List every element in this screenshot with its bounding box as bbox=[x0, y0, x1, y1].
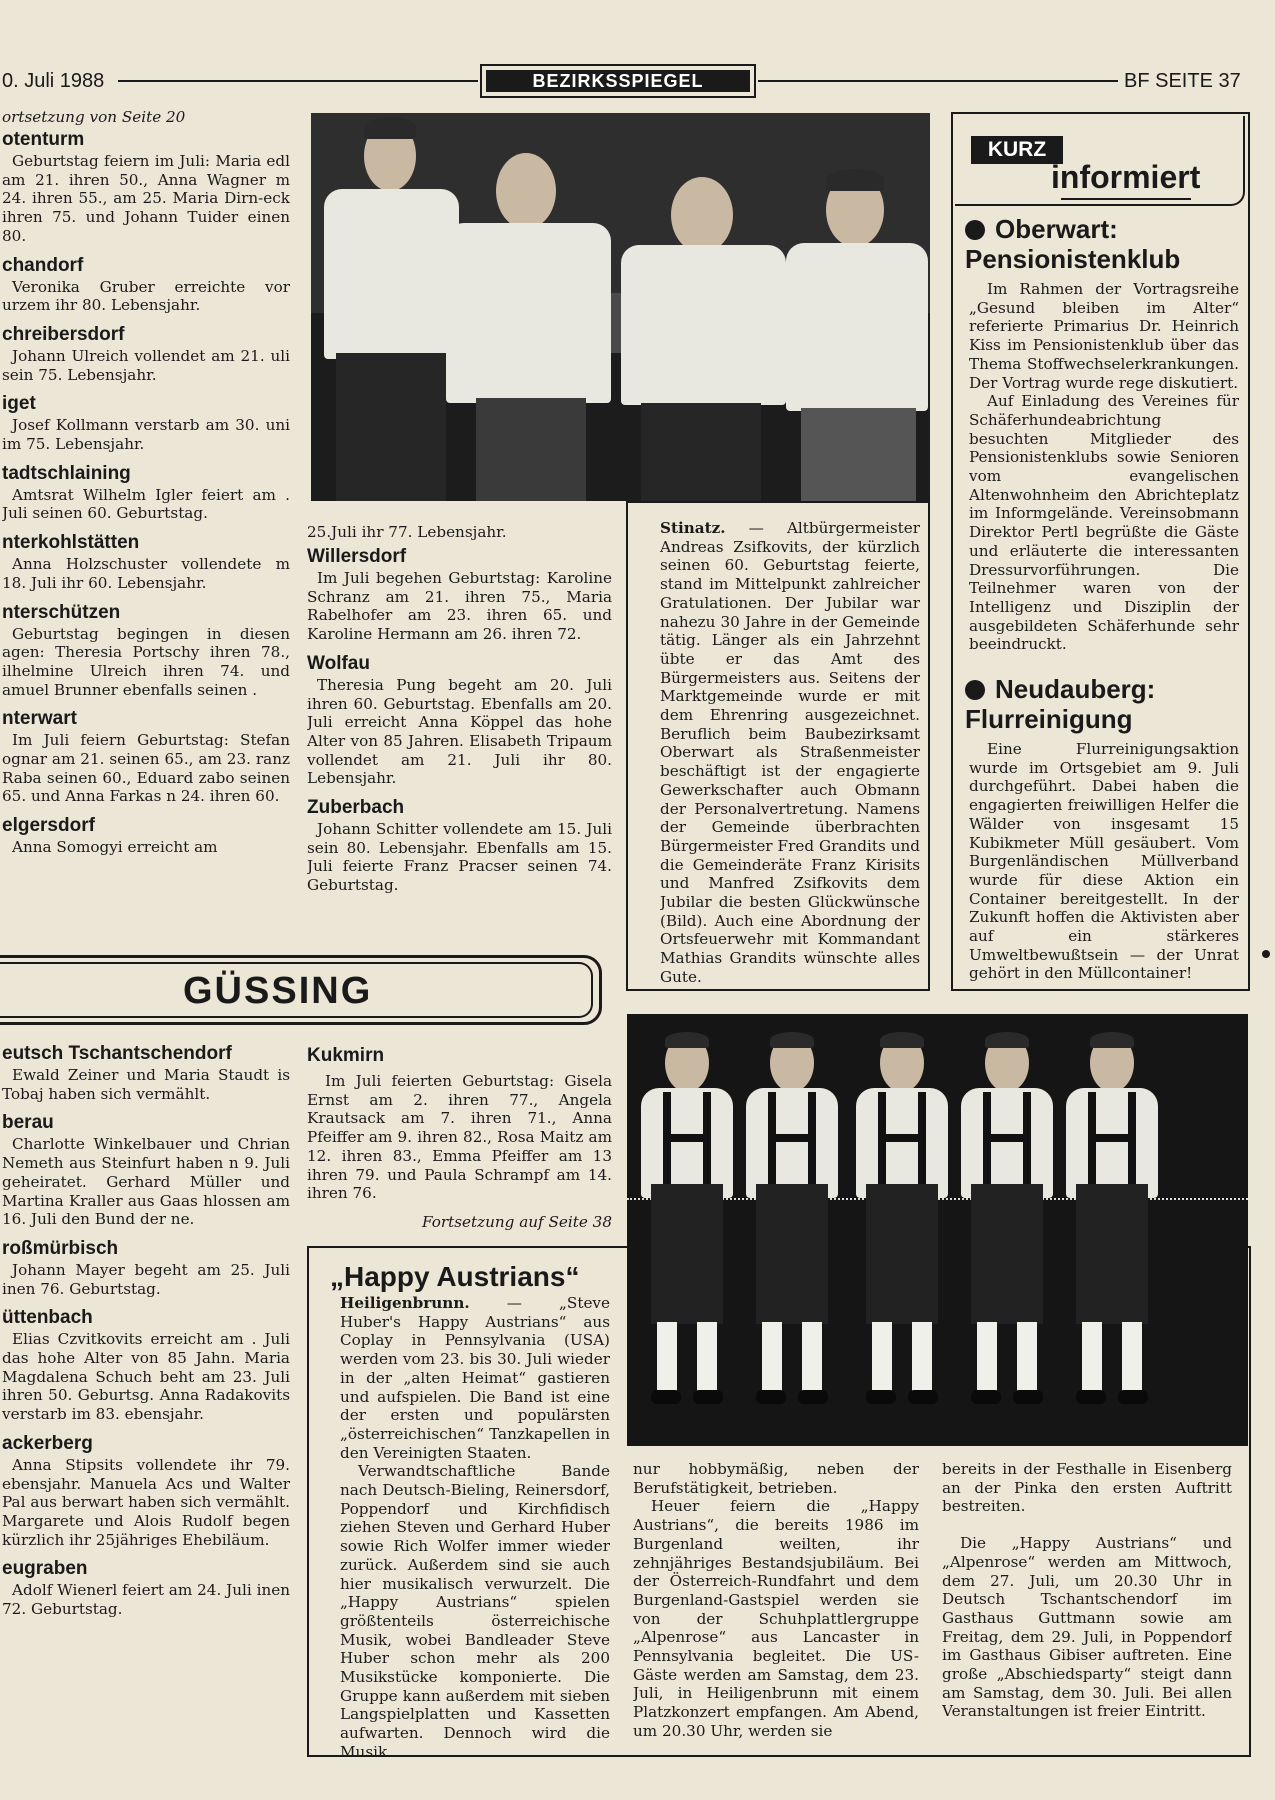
item-text: Johann Schitter vollendete am 15. Juli sein 80. Lebensjahr. Ebenfalls am 15. Juli feierte Franz Pracser seinen 74. Geburtstag. bbox=[307, 820, 612, 895]
item-text: Geburtstag feiern im Juli: Maria edl am 21. ihren 50., Anna Wagner m 24. ihren 55., am 25. Maria Dirn-eck ihren 75. und Johann Tuider einen 80. bbox=[2, 152, 290, 245]
stinatz-body: — Altbürgermeister Andreas Zsifkovits, der kürzlich seinen 60. Geburtstag feierte, stand im Mittelpunkt zahlreicher Gratulationen. Der Jubilar war nahezu 30 Jahre in der Gemeinde tätig. Länger als ein Jahrzehnt übte er das Amt des Bürgermeisters aus. Seitens der Marktgemeinde wurde er mit dem Ehrenring ausgezeichnet. Beruflich beim Baubezirksamt Oberwart als Straßenmeister beschäftigt ist der engagierte Gewerkschafter auch Obmann der Personalvertretung. Namens der Gemeinde überbrachten Bürgermeister Fred Grandits und die Gemeinderäte Franz Kirisits und Manfred Zsifkovits dem Jubilar die besten Glückwünsche (Bild). Auch eine Abordnung der Ortsfeuerwehr mit Kommandant Mathias Grandits wünschte alles Gute. bbox=[660, 519, 920, 986]
item-text: Veronika Gruber erreichte vor urzem ihr 80. Lebensjahr. bbox=[2, 277, 290, 315]
header-rule-right bbox=[758, 80, 1118, 82]
kurz-item2-title: Neudauberg: Flurreinigung bbox=[965, 674, 1156, 734]
item-text: Geburtstag begingen in diesen agen: Theresia Portschy ihren 78., ilhelmine Ulreich ihren 74. und amuel Brunner ebenfalls seinen . bbox=[2, 624, 290, 699]
item-text: Theresia Pung begeht am 20. Juli ihren 60. Geburtstag. Ebenfalls am 20. Juli erreicht Anna Köppel das hohe Alter von 85 Jahren. Elisabeth Tripaum vollendet am 21. Juli ihr 80. Lebensjahr. bbox=[307, 675, 612, 788]
happy-col1: Heiligenbrunn. — „Steve Huber's Happy Austrians“ aus Coplay in Pennsylvania (USA) werden vom 23. bis 30. Juli wieder in der „alten Heimat“ gastieren und aufspielen. Die Band ist eine der ersten und populärsten „österreichischen“ Tanzkapellen in den Vereinigten Staaten. Verwandtschaftliche Bande nach Deutsch-Bieling, Reinersdorf, Poppendorf und Kirchfidisch ziehen Steven und Gerhard Huber sowie Rich Wolfer immer wieder zurück. Außerdem sind sie auch hier musikalisch verwurzelt. Die „Happy Austrians“ spielen größtenteils österreichische Musik, wobei Bandleader Steve Huber schon mehr als 200 Musikstücke komponierte. Die Gruppe kann außerdem mit sieben Langspielplatten und Kassetten aufwarten. Dennoch wird die Musik bbox=[340, 1294, 610, 1761]
item-heading: chreibersdorf bbox=[2, 323, 125, 345]
item-text: Anna Holzschuster vollendete m 18. Juli ihr 60. Lebensjahr. bbox=[2, 555, 290, 592]
item-text: Charlotte Winkelbauer und Chrian Nemeth aus Steinfurt haben n 9. Juli geheiratet. Gerhard Müller und Martina Kraller aus Gaas hlossen am 16. Juli den Bund der ne. bbox=[2, 1135, 290, 1229]
kukmirn-text: Im Juli feierten Geburtstag: Gisela Ernst am 2. ihren 77., Angela Krautsack am 7. ihren 71., Anna Pfeiffer am 9. ihren 82., Rosa Maitz am 12. ihren 83., Emma Pfeiffer am 13 ihren 79. und Paula Schrampf am 14. ihren 76. bbox=[307, 1072, 612, 1203]
item-heading: eutsch Tschantschendorf bbox=[2, 1043, 232, 1064]
item-text: Adolf Wienerl feiert am 24. Juli inen 72. Geburtstag. bbox=[2, 1581, 290, 1619]
happy-place: Heiligenbrunn. bbox=[340, 1294, 470, 1312]
happy-col2: nur hobbymäßig, neben der Berufstätigkeit, betrieben. Heuer feiern die „Happy Austrians“, die bereits 1986 im Burgenland weilten, ihr zehnjähriges Bestandsjubiläum. Bei der Österreich-Rundfahrt und dem Burgenland-Gastspiel werden sie von der Schuhplattlergruppe „Alpenrose“ aus Lancaster in Pennsylvania begleitet. Die US-Gäste werden am Samstag, dem 23. Juli, in Heiligenbrunn mit einem Platzkonzert empfangen. Am Abend, um 20.30 Uhr, werden sie bbox=[633, 1460, 919, 1740]
guessing-left-column bbox=[2, 1042, 290, 1752]
middle-lead-in: 25.Juli ihr 77. Lebensjahr. bbox=[307, 523, 507, 541]
kurz-informiert-box bbox=[951, 112, 1250, 991]
item-text: Anna Stipsits vollendete ihr 79. ebensjahr. Manuela Acs und Walter Pal aus berwart haben sich vermählt. Margarete und Alois Rudolf begen kürzlich ihr 25jähriges Ehebiläum. bbox=[2, 1455, 290, 1549]
item-heading: nterwart bbox=[2, 708, 77, 730]
item-heading: chandorf bbox=[2, 254, 84, 276]
band-member bbox=[1062, 1034, 1162, 1444]
kurz-item1-title: Oberwart: Pensionistenklub bbox=[965, 214, 1181, 274]
kurz-item2-text: Eine Flurreinigungsaktion wurde im Ortsgebiet am 9. Juli durchgeführt. Dabei haben die engagierten freiwilligen Helfer die Wälder von insgesamt 15 Kubikmeter Müll gesäubert. Vom Burgenländischen Müllverband wurde für diese Aktion ein Container bereitgestellt. In der Zukunft hoffen die Aktivisten aber auf ein stärkeres Umweltbewußtsein — der Unrat gehört in den Müllcontainer! bbox=[969, 740, 1239, 983]
item-heading: nterkohlstätten bbox=[2, 532, 140, 554]
item-text: Im Juli begehen Geburtstag: Karoline Schranz am 21. ihren 75., Maria Rabelhofer am 23. ihren 65. und Karoline Hermann am 26. ihren 72. bbox=[307, 569, 612, 644]
item-heading: üttenbach bbox=[2, 1307, 93, 1329]
page-number: BF SEITE 37 bbox=[1124, 70, 1241, 92]
band-member bbox=[637, 1034, 737, 1444]
item-heading: eugraben bbox=[2, 1558, 88, 1580]
stinatz-text bbox=[660, 519, 920, 987]
issue-date: 0. Juli 1988 bbox=[2, 70, 105, 92]
kurz-item1-text: Im Rahmen der Vortragsreihe „Gesund bleiben im Alter“ referierte Primarius Dr. Heinrich Kiss im Pensionistenklub über das Thema Stoffwechselerkrankungen. Der Vortrag wurde rege diskutiert. Auf Einladung des Vereines für Schäferhundeabrichtung besuchten Mitglieder des Pensionistenklubs sowie Senioren vom evangelischen Altenwohnheim den Abrichteplatz im Informgelände. Vereinsobmann Direktor Pertl begrüßte die Gäste und erläuterte die interessanten Dressurvorführungen. Die Teilnehmer waren von der Intelligenz und Disziplin der ausgebildeten Schäferhunde sehr beeindruckt. bbox=[969, 280, 1239, 654]
guessing-banner bbox=[0, 955, 602, 1025]
bullet-icon bbox=[965, 220, 985, 240]
margin-dot bbox=[1262, 950, 1270, 958]
guessing-title: GÜSSING bbox=[183, 970, 373, 1012]
item-heading: nterschützen bbox=[2, 601, 121, 623]
continuation-note: ortsetzung von Seite 20 bbox=[2, 108, 186, 126]
item-heading: elgersdorf bbox=[2, 815, 95, 837]
item-text: Elias Czvitkovits erreicht am . Juli das hohe Alter von 85 Jahn. Maria Magdalena Schuch beht am 23. Juli ihren 50. Geburtsg. Anna Radakovits verstarb im 83. ebensjahr. bbox=[2, 1330, 290, 1424]
kurz-informiert-frame bbox=[955, 116, 1245, 206]
item-heading: Wolfau bbox=[307, 652, 370, 674]
band-figures bbox=[627, 1014, 1248, 1446]
item-heading: tadtschlaining bbox=[2, 462, 131, 484]
bullet-icon bbox=[965, 680, 985, 700]
item-text: Anna Somogyi erreicht am bbox=[12, 838, 218, 857]
happy-title: „Happy Austrians“ bbox=[330, 1261, 580, 1292]
item-text: Johann Ulreich vollendet am 21. uli sein 75. Lebensjahr. bbox=[2, 346, 290, 384]
item-text: Im Juli feiern Geburtstag: Stefan ognar am 21. seinen 65., am 23. ranz Raba seinen 60., Eduard zabo seinen 65. und Anna Farkas n 24. ihren 60. bbox=[2, 731, 290, 806]
band-member bbox=[742, 1034, 842, 1444]
stinatz-place: Stinatz. bbox=[660, 519, 726, 537]
item-heading: iget bbox=[2, 393, 36, 415]
item-text: Amtsrat Wilhelm Igler feiert am . Juli seinen 60. Geburtstag. bbox=[2, 485, 290, 523]
kurz-label: KURZ bbox=[971, 136, 1063, 164]
item-heading: otenturm bbox=[2, 129, 85, 150]
photo-four-men bbox=[311, 113, 930, 501]
kukmirn-heading: Kukmirn bbox=[307, 1045, 385, 1066]
item-text: Johann Mayer begeht am 25. Juli inen 76. Geburtstag. bbox=[2, 1260, 290, 1298]
left-column bbox=[2, 128, 290, 934]
middle-column bbox=[307, 545, 612, 935]
informiert-label: informiert bbox=[1051, 159, 1201, 195]
section-label bbox=[480, 64, 756, 98]
happy-col3: bereits in der Festhalle in Eisenberg an der Pinka den ersten Auftritt bestreiten. Die „Happy Austrians“ und „Alpenrose“ werden am Mittwoch, dem 27. Juli, um 20.30 Uhr in Deutsch Tschantschendorf im Gasthaus Guttmann sowie am Freitag, dem 29. Juli, in Poppendorf im Gasthaus Gibiser auftreten. Eine große „Abschiedsparty“ steigt dann am Samstag, dem 30. Juli. Bei allen Veranstaltungen ist freier Eintritt. bbox=[942, 1460, 1232, 1721]
band-member bbox=[957, 1034, 1057, 1444]
item-heading: Zuberbach bbox=[307, 797, 405, 819]
item-heading: ackerberg bbox=[2, 1432, 93, 1454]
item-text: Josef Kollmann verstarb am 30. uni im 75. Lebensjahr. bbox=[2, 416, 290, 454]
item-heading: berau bbox=[2, 1112, 54, 1134]
item-heading: roßmürbisch bbox=[2, 1237, 119, 1259]
item-heading: Willersdorf bbox=[307, 546, 407, 567]
band-member bbox=[852, 1034, 952, 1444]
item-text: Ewald Zeiner und Maria Staudt is Tobaj haben sich vermählt. bbox=[2, 1066, 290, 1103]
continued-note: Fortsetzung auf Seite 38 bbox=[422, 1213, 612, 1231]
section-label-inner: BEZIRKSSPIEGEL bbox=[486, 70, 750, 92]
stinatz-box bbox=[626, 501, 930, 991]
header-rule-left bbox=[118, 80, 478, 82]
